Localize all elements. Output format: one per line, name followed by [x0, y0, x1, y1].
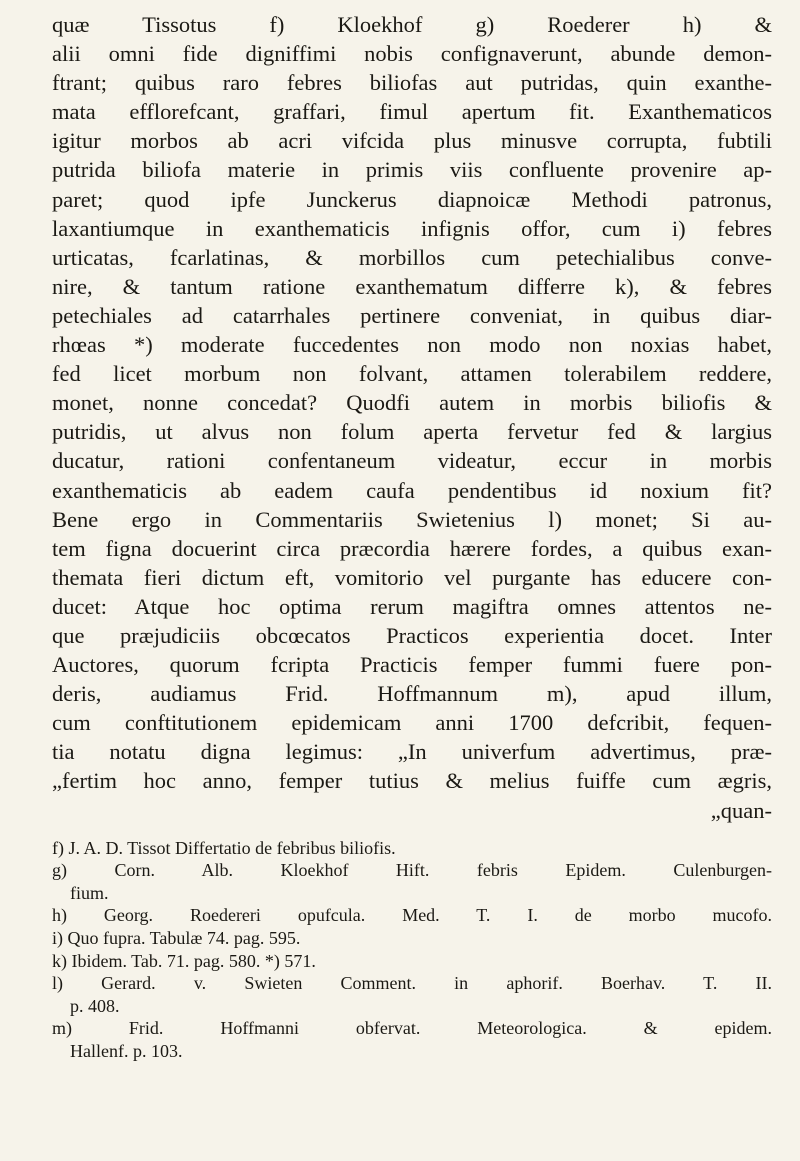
text-line: Auctores, quorum fcripta Practicis femper fummi fuere pon- — [52, 652, 772, 678]
text-line: mata efflorefcant, graffari, fimul apertum fit. Exanthematicos — [52, 99, 772, 125]
footnote-i: i) Quo fupra. Tabulæ 74. pag. 595. — [52, 928, 301, 948]
text-line: Bene ergo in Commentariis Swietenius l) monet; Si au- — [52, 506, 772, 532]
text-line: deris, audiamus Frid. Hoffmannum m), apud illum, — [52, 681, 772, 707]
footnote-g-continued: fium. — [70, 882, 109, 903]
text-line: exanthematicis ab eadem caufa pendentibus id noxium fit? — [52, 477, 772, 503]
text-line: „fertim hoc anno, femper tutius & melius fuiffe cum ægris, — [52, 768, 772, 794]
text-line: alii omni fide digniffimi nobis confignaverunt, abunde demon- — [52, 41, 772, 67]
text-line: monet, nonne concedat? Quodfi autem in morbis biliofis & — [52, 390, 772, 416]
text-line: paret; quod ipfe Junckerus diapnoicæ Methodi patronus, — [52, 186, 772, 212]
text-line: urticatas, fcarlatinas, & morbillos cum petechialibus conve- — [52, 244, 772, 270]
text-line: tem figna docuerint circa præcordia hærere fordes, a quibus exan- — [52, 535, 772, 561]
text-line: igitur morbos ab acri vifcida plus minusve corrupta, fubtili — [52, 128, 772, 154]
text-line: ducatur, rationi confentaneum videatur, eccur in morbis — [52, 448, 772, 474]
text-line: quæ Tissotus f) Kloekhof g) Roederer h) & — [52, 12, 772, 37]
text-line: nire, & tantum ratione exanthematum differre k), & febres — [52, 273, 772, 299]
text-line: putrida biliofa materie in primis viis confluente provenire ap- — [52, 157, 772, 183]
text-line: que præjudiciis obcœcatos Practicos experientia docet. Inter — [52, 622, 772, 648]
text-line: tia notatu digna legimus: „In univerfum advertimus, præ- — [52, 739, 772, 765]
text-line: cum conftitutionem epidemicam anni 1700 defcribit, fequen- — [52, 710, 772, 736]
footnote-f: f) J. A. D. Tissot Differtatio de febribus biliofis. — [52, 837, 396, 858]
footnote-h: h) Georg. Roedereri opufcula. Med. T. I. de morbo mucofo. — [52, 905, 772, 926]
text-line: ftrant; quibus raro febres biliofas aut putridas, quin exanthe- — [52, 70, 772, 96]
text-line: fed licet morbum non folvant, attamen tolerabilem reddere, — [52, 361, 772, 387]
footnote-g: g) Corn. Alb. Kloekhof Hift. febris Epidem. Culenburgen- — [52, 860, 772, 881]
footnote-m-continued: Hallenf. p. 103. — [70, 1040, 183, 1061]
text-line: laxantiumque in exanthematicis infignis offor, cum i) febres — [52, 215, 772, 241]
text-line: ducet: Atque hoc optima rerum magiftra omnes attentos ne- — [52, 593, 772, 619]
text-line: themata fieri dictum eft, vomitorio vel purgante has educere con- — [52, 564, 772, 590]
text-line: petechiales ad catarrhales pertinere conveniat, in quibus diar- — [52, 302, 772, 328]
text-line: rhœas *) moderate fuccedentes non modo non noxias habet, — [52, 332, 772, 358]
footnote-m: m) Frid. Hoffmanni obfervat. Meteorologica. & epidem. — [52, 1018, 772, 1039]
footnote-l-continued: p. 408. — [70, 995, 120, 1016]
footnote-l: l) Gerard. v. Swieten Comment. in aphorif. Boerhav. T. II. — [52, 973, 772, 994]
footnotes — [52, 837, 772, 1063]
footnote-k: k) Ibidem. Tab. 71. pag. 580. *) 571. — [52, 950, 316, 971]
main-text — [52, 10, 772, 825]
catchword: „quan- — [710, 797, 772, 823]
text-line: putridis, ut alvus non folum aperta fervetur fed & largius — [52, 419, 772, 445]
